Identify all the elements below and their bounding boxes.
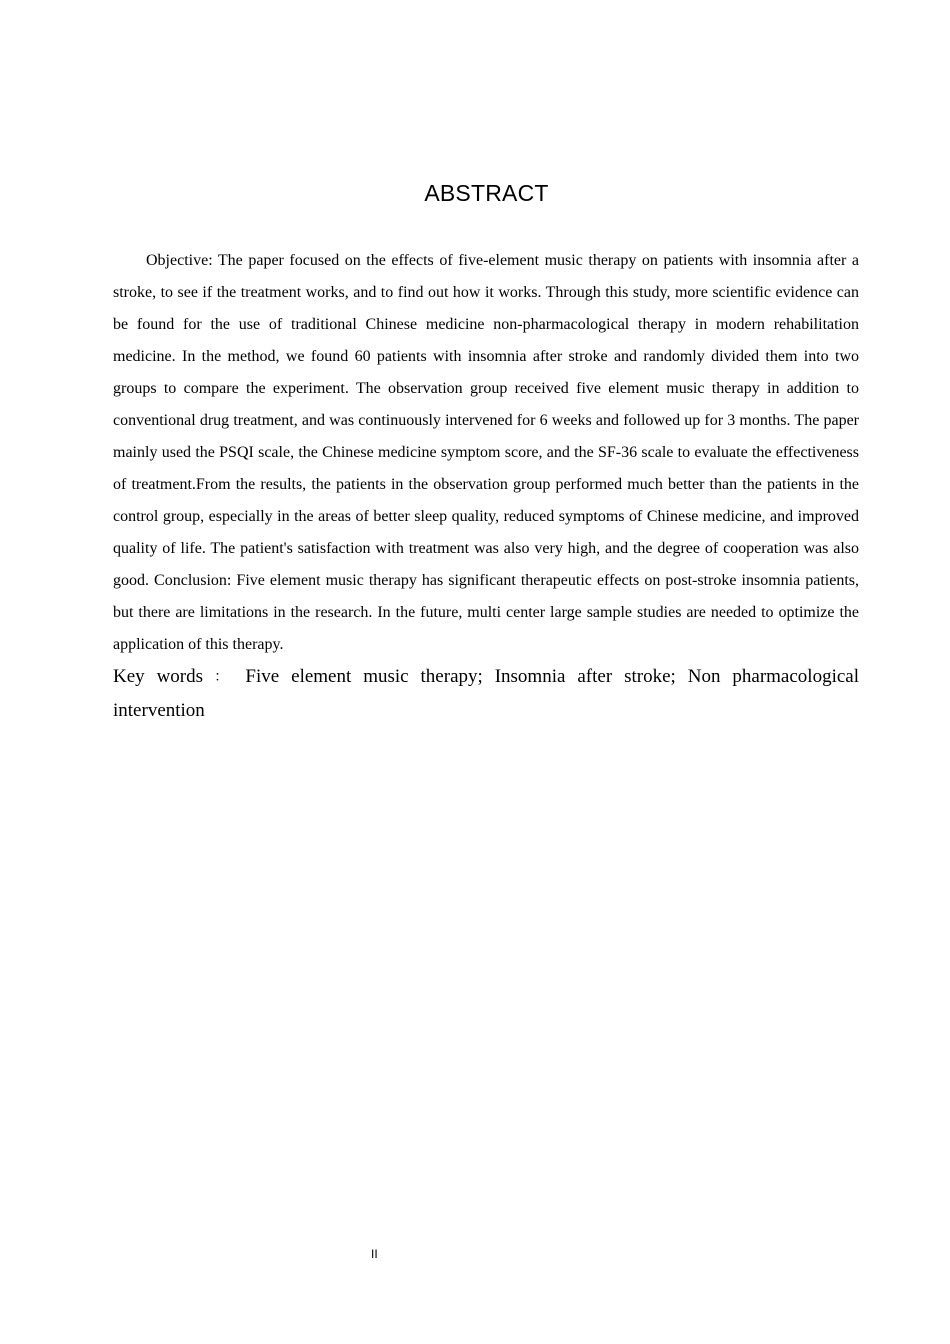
- abstract-body: [113, 245, 859, 727]
- abstract-heading: ABSTRACT: [424, 180, 549, 206]
- keywords-text: Five element music therapy; Insomnia after stroke; Non pharmacological intervention: [113, 666, 860, 721]
- keywords-separator: ：: [207, 670, 236, 685]
- page-number: II: [371, 1247, 378, 1261]
- abstract-paragraph: Objective: The paper focused on the effects of five-element music therapy on patients with insomnia after a stroke, to see if the treatment works, and to find out how it works. Through this study, more scientific evidence can be found for the use of traditional Chinese medicine non-pharmacological therapy in modern rehabilitation medicine. In the method, we found 60 patients with insomnia after stroke and randomly divided them into two groups to compare the experiment. The observation group received five element music therapy in addition to conventional drug treatment, and was continuously intervened for 6 weeks and followed up for 3 months. The paper mainly used the PSQI scale, the Chinese medicine symptom score, and the SF-36 scale to evaluate the effectiveness of treatment.From the results, the patients in the observation group performed much better than the patients in the control group, especially in the areas of better sleep quality, reduced symptoms of Chinese medicine, and improved quality of life. The patient's satisfaction with treatment was also very high, and the degree of cooperation was also good. Conclusion: Five element music therapy has significant therapeutic effects on post-stroke insomnia patients, but there are limitations in the research. In the future, multi center large sample studies are needed to optimize the application of this therapy.: [113, 252, 859, 653]
- keywords-line: [113, 661, 859, 727]
- keywords-label: Key words: [113, 666, 204, 687]
